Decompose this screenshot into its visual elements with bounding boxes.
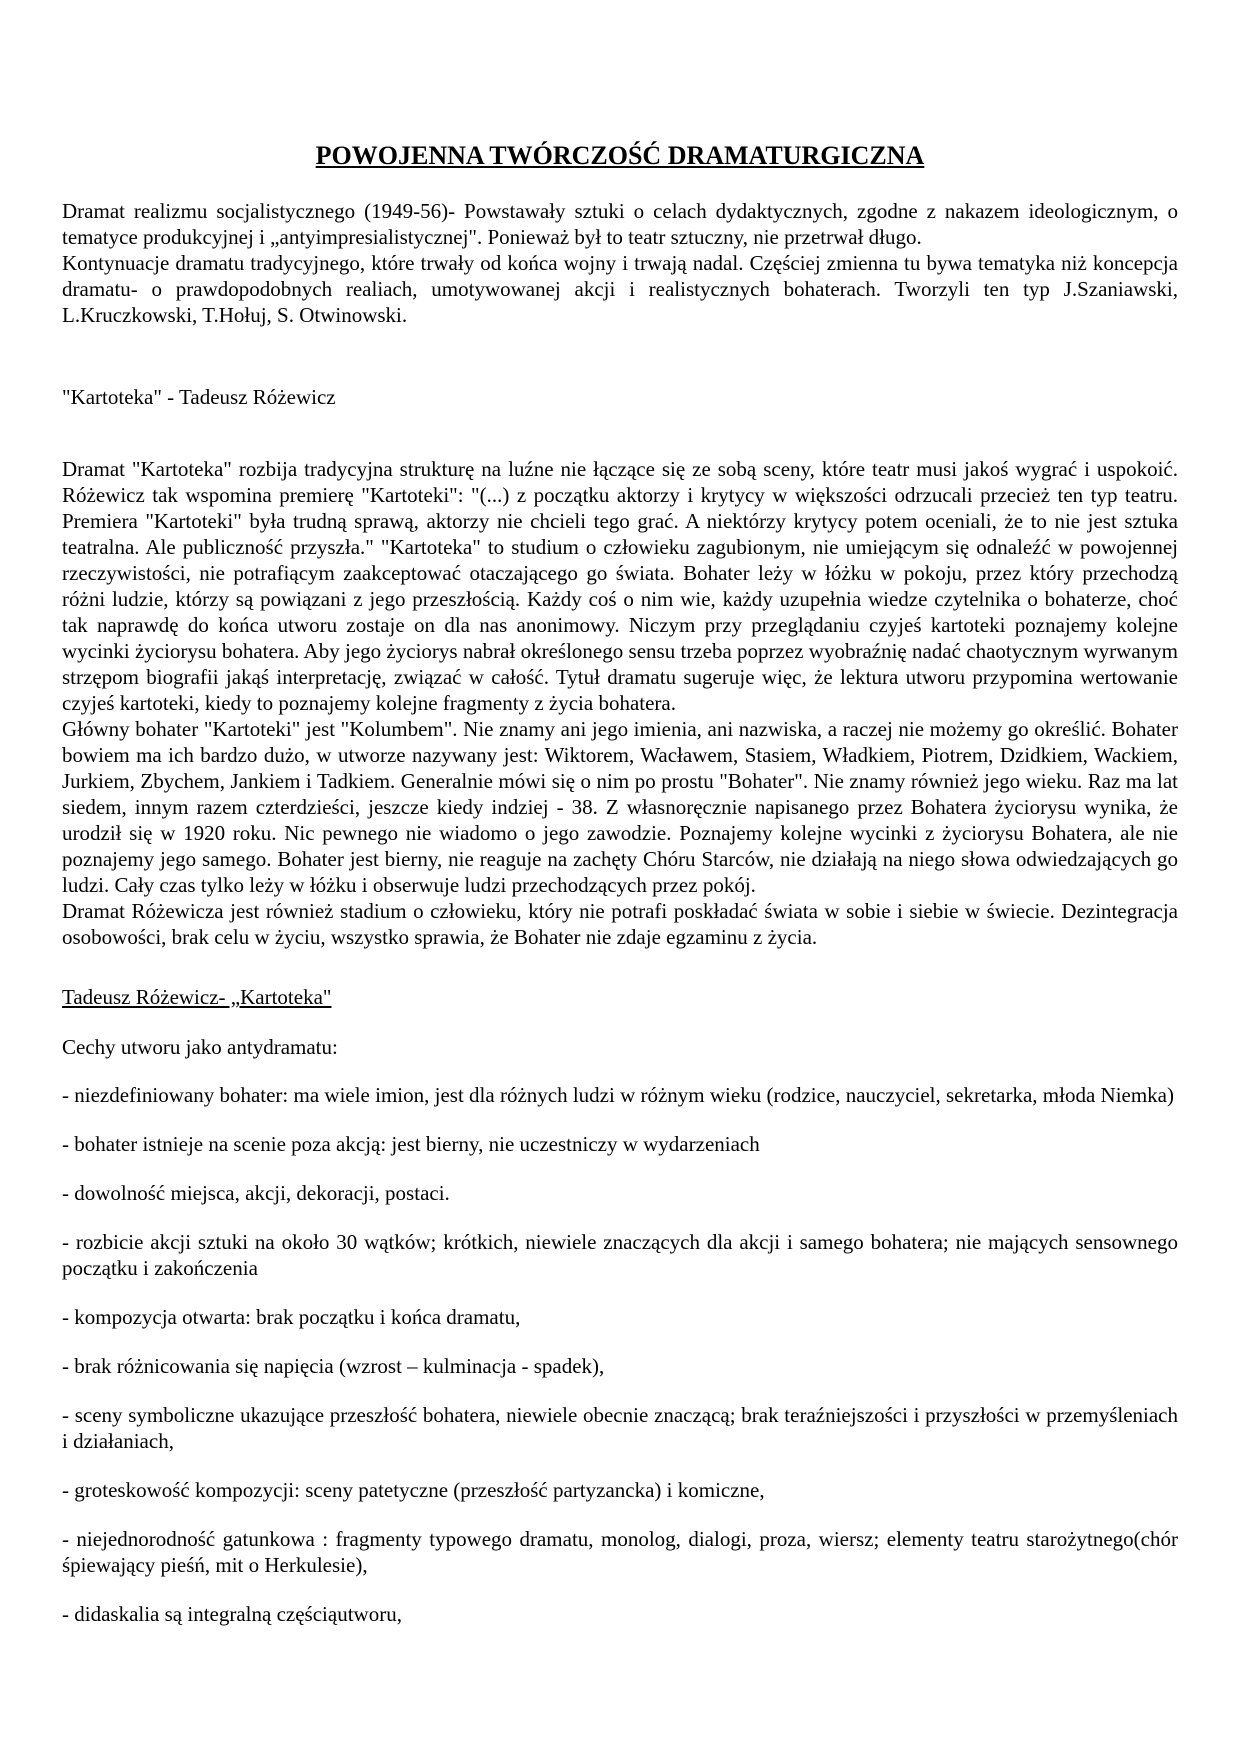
section-heading: Tadeusz Różewicz- „Kartoteka" bbox=[62, 985, 332, 1009]
body-paragraph: Dramat realizmu socjalistycznego (1949-56)- Powstawały sztuki o celach dydaktycznych, zgodne z nakazem ideologicznym, o tematyce produkcyjnej i „antyimpresialistycznej". Ponieważ był to teatr sztuczny, nie przetrwał długo. bbox=[62, 199, 1178, 249]
bullet-item: - rozbicie akcji sztuki na około 30 wątków; krótkich, niewiele znaczących dla akcji i samego bohatera; nie mających sensownego początku i zakończenia bbox=[62, 1230, 1178, 1280]
document-content bbox=[62, 198, 1178, 1627]
bullet-item: - niejednorodność gatunkowa : fragmenty typowego dramatu, monolog, dialogi, proza, wiersz; elementy teatru starożytnego(chór śpiewający pieśń, mit o Herkulesie), bbox=[62, 1527, 1178, 1577]
body-paragraph: Główny bohater "Kartoteki" jest "Kolumbem". Nie znamy ani jego imienia, ani nazwiska, a raczej nie możemy go określić. Bohater bowiem ma ich bardzo dużo, w utworze nazywany jest: Wiktorem, Wacławem, Stasiem, Władkiem, Piotrem, Dzidkiem, Wackiem, Jurkiem, Zbychem, Jankiem i Tadkiem. Generalnie mówi się o nim po prostu "Bohater". Nie znamy również jego wieku. Raz ma lat siedem, innym razem czterdzieści, jeszcze kiedy indziej - 38. Z własnoręcznie napisanego przez Bohatera życiorysu wynika, że urodził się w 1920 roku. Nic pewnego nie wiadomo o jego zawodzie. Poznajemy kolejne wycinki z życiorysu Bohatera, ale nie poznajemy jego samego. Bohater jest bierny, nie reaguje na zachęty Chóru Starców, nie działają na niego słowa odwiedzających go ludzi. Cały czas tylko leży w łóżku i obserwuje ludzi przechodzących przez pokój. bbox=[62, 717, 1178, 897]
bullet-item: - didaskalia są integralną częściąutworu, bbox=[62, 1602, 402, 1626]
body-paragraph: Dramat Różewicza jest również stadium o człowieku, który nie potrafi poskładać świata w sobie i siebie w świecie. Dezintegracja osobowości, brak celu w życiu, wszystko sprawia, że Bohater nie zdaje egzaminu z życia. bbox=[62, 899, 1178, 949]
bullet-item: - kompozycja otwarta: brak początku i końca dramatu, bbox=[62, 1305, 521, 1329]
list-intro: Cechy utworu jako antydramatu: bbox=[62, 1035, 338, 1059]
bullet-item: - sceny symboliczne ukazujące przeszłość bohatera, niewiele obecnie znaczącą; brak teraźniejszości i przyszłości w przemyśleniach i działaniach, bbox=[62, 1403, 1178, 1453]
bullet-item: - groteskowość kompozycji: sceny patetyczne (przeszłość partyzancka) i komiczne, bbox=[62, 1478, 765, 1502]
page-title: POWOJENNA TWÓRCZOŚĆ DRAMATURGICZNA bbox=[315, 141, 925, 170]
work-heading: "Kartoteka" - Tadeusz Różewicz bbox=[62, 385, 336, 409]
body-paragraph: Dramat "Kartoteka" rozbija tradycyjna strukturę na luźne nie łączące się ze sobą sceny, które teatr musi jakoś wygrać i uspokoić. Różewicz tak wspomina premierę "Kartoteki": "(...) z początku aktorzy i krytycy w większości odrzucali przecież ten typ teatru. Premiera "Kartoteki" była trudną sprawą, aktorzy nie chcieli tego grać. A niektórzy krytycy potem oceniali, że to nie jest sztuka teatralna. Ale publiczność przyszła." "Kartoteka" to studium o człowieku zagubionym, nie umiejącym się odnaleźć w powojennej rzeczywistości, nie potrafiącym zaakceptować otaczającego go świata. Bohater leży w łóżku w pokoju, przez który przechodzą różni ludzie, którzy są powiązani z jego przeszłością. Każdy coś o nim wie, każdy uzupełnia wiedze czytelnika o bohaterze, choć tak naprawdę do końca utworu zostaje on dla nas anonimowy. Niczym przy przeglądaniu czyjeś kartoteki poznajemy kolejne wycinki życiorysu bohatera. Aby jego życiorys nabrał określonego sensu trzeba poprzez wyobraźnię nadać chaotycznym wyrwanym strzępom biografii jakąś interpretację, związać w całość. Tytuł dramatu sugeruje więc, że lektura utworu przypomina wertowanie czyjeś kartoteki, kiedy to poznajemy kolejne fragmenty z życia bohatera. bbox=[62, 457, 1178, 715]
bullet-item: - dowolność miejsca, akcji, dekoracji, postaci. bbox=[62, 1181, 450, 1205]
bullet-item: - bohater istnieje na scenie poza akcją: jest bierny, nie uczestniczy w wydarzeniach bbox=[62, 1132, 760, 1156]
body-paragraph: Kontynuacje dramatu tradycyjnego, które trwały od końca wojny i trwają nadal. Częściej zmienna tu bywa tematyka niż koncepcja dramatu- o prawdopodobnych realiach, umotywowanej akcji i realistycznych bohaterach. Tworzyli ten typ J.Szaniawski, L.Kruczkowski, T.Hołuj, S. Otwinowski. bbox=[62, 251, 1178, 327]
bullet-item: - niezdefiniowany bohater: ma wiele imion, jest dla różnych ludzi w różnym wieku (rodzice, nauczyciel, sekretarka, młoda Niemka) bbox=[62, 1083, 1174, 1107]
bullet-item: - brak różnicowania się napięcia (wzrost – kulminacja - spadek), bbox=[62, 1354, 605, 1378]
